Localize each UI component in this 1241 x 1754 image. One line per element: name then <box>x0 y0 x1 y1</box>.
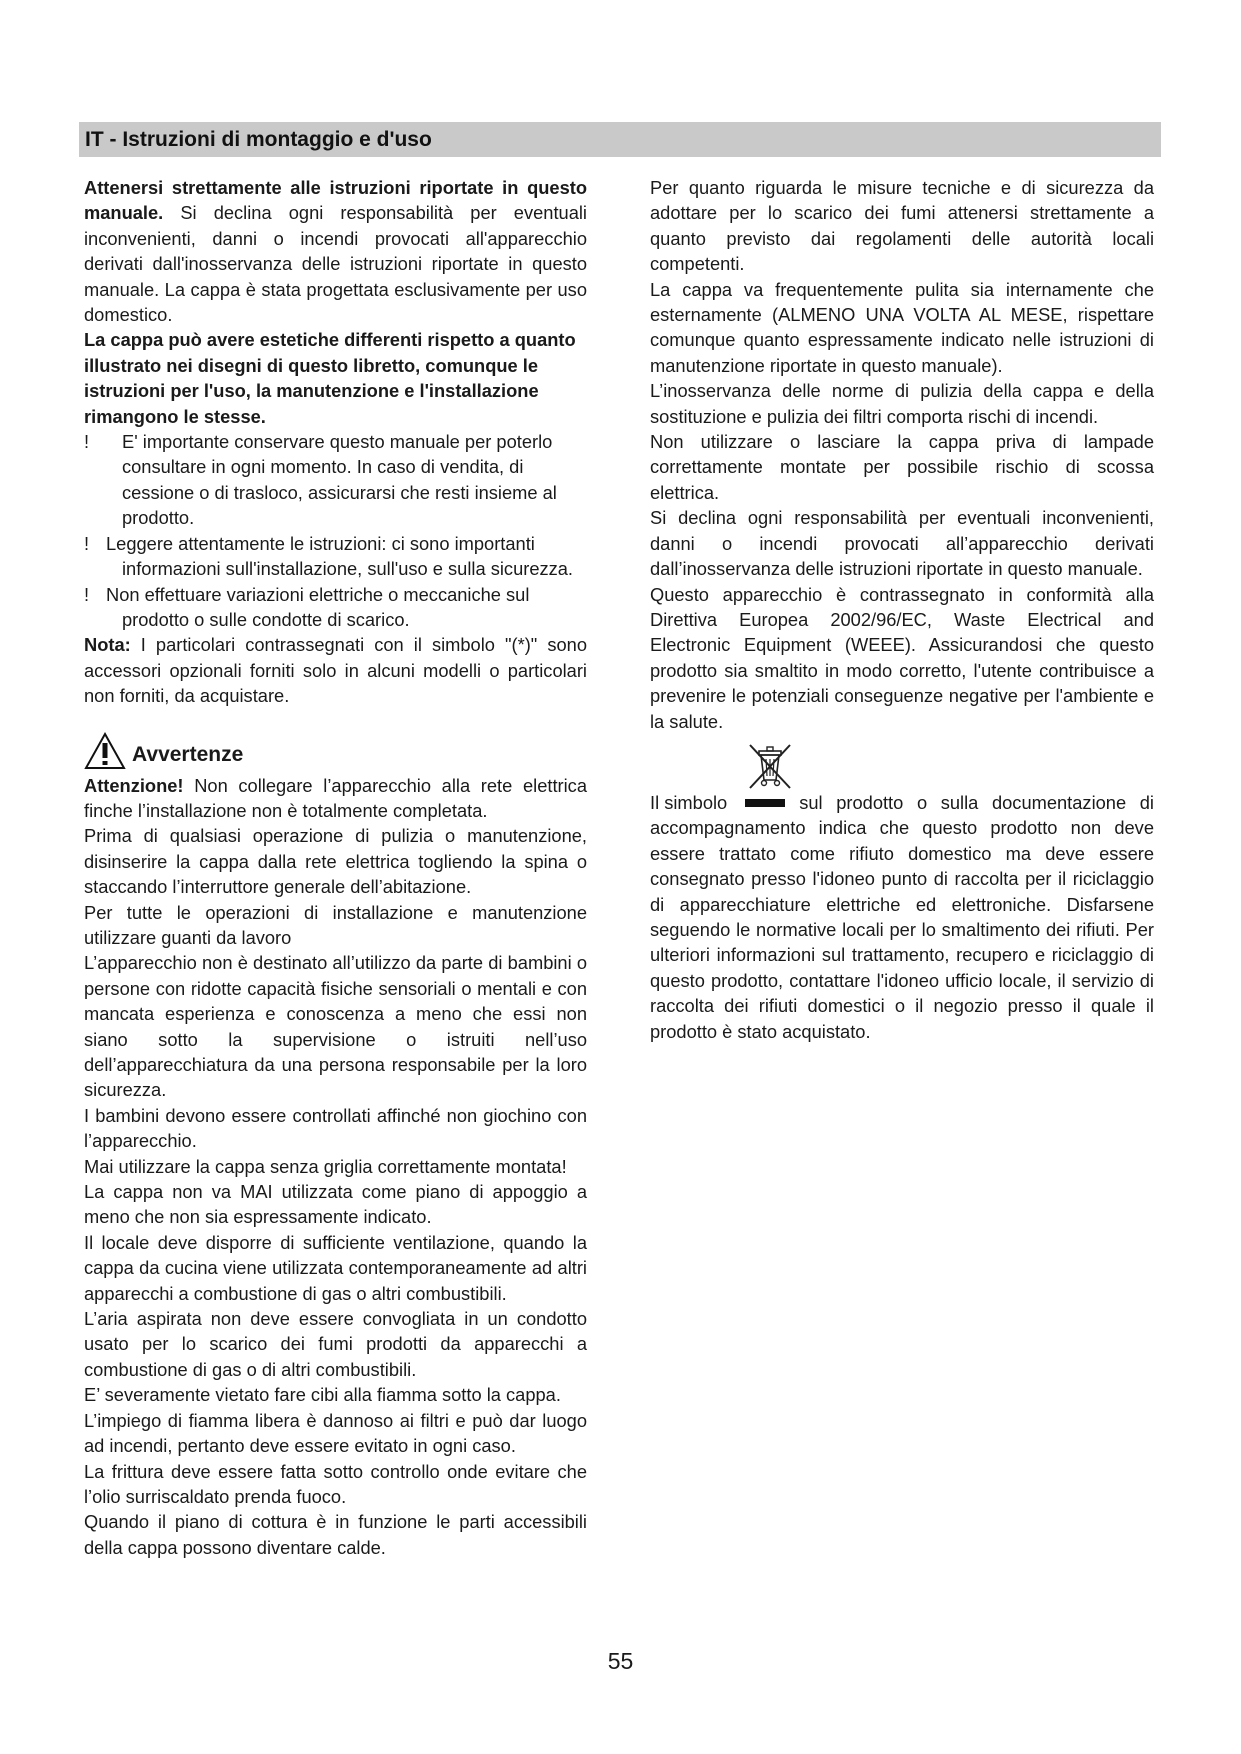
warning-paragraph: E’ severamente vietato fare cibi alla fiamma sotto la cappa. <box>84 1384 561 1406</box>
design-note: La cappa può avere estetiche differenti rispetto a quanto illustrato nei disegni di questo libretto, comunque le istruzioni per l'uso, la manutenzione e l'installazione rimangono le stesse. <box>84 329 576 427</box>
section-title: IT - Istruzioni di montaggio e d'uso <box>85 128 432 151</box>
intro-paragraph <box>84 175 587 327</box>
bullet-item <box>84 531 587 582</box>
attenzione-paragraph <box>84 773 587 824</box>
warning-paragraph: Per tutte le operazioni di installazione e manutenzione utilizzare guanti da lavoro <box>84 901 587 948</box>
warning-paragraph: I bambini devono essere controllati affinché non giochino con l’apparecchio. <box>84 1104 587 1152</box>
bullet-text: Leggere attentamente le istruzioni: ci sono importanti <box>106 532 535 554</box>
warnings-title: Avvertenze <box>132 742 244 766</box>
warning-paragraph: Il locale deve disporre di sufficiente ventilazione, quando la cappa da cucina viene utilizzata contemporaneamente ad altri apparecchi a combustione di gas o altri combustibili. <box>84 1231 587 1304</box>
info-paragraph: Questo apparecchio è contrassegnato in conformità alla Direttiva Europea 2002/96/EC, Waste Electrical and Electronic Equipment (WEEE). Assicurandosi che questo prodotto sia smaltito in modo corretto, l'utente contribuisce a prevenire le potenziali conseguenze negative per l'ambiente e la salute. <box>650 583 1154 732</box>
exclamation-mark: ! <box>84 583 90 605</box>
warning-paragraph: L’apparecchio non è destinato all’utilizzo da parte di bambini o persone con ridotte capacità fisiche sensoriali o mentali e con mancata esperienza e conoscenza a meno che essi non siano sotto la supervisione o istruiti nell’uso dell’apparecchiatura da una persona responsabile per la loro sicurezza. <box>84 952 587 1101</box>
symbol-rest: accompagnamento indica che questo prodotto non deve essere trattato come rifiuto domestico ma deve essere consegnato presso l'idoneo punto di raccolta per il riciclaggio di apparecchiature elettriche ed elettroniche. Disfarsene seguendo le normative locali per lo smaltimento dei rifiuti. Per ulteriori informazioni sul trattamento, recupero e riciclaggio di questo prodotto, contattare l'idoneo ufficio locale, il servizio di raccolta dei rifiuti domestici o il negozio presso il quale il prodotto è stato acquistato. <box>650 817 1154 1042</box>
bullet-item <box>84 582 587 633</box>
weee-symbol <box>650 742 1154 790</box>
crossed-bin-icon <box>742 742 798 790</box>
attenzione-text: Non collegare l’apparecchio alla rete elettrica finche l’installazione non è totalmente completata. <box>84 774 587 821</box>
warning-paragraph: L’impiego di fiamma libera è dannoso ai filtri e può dar luogo ad incendi, pertanto deve essere evitato in ogni caso. <box>84 1409 587 1457</box>
warning-paragraph: La cappa non va MAI utilizzata come piano di appoggio a meno che non sia espressamente indicato. <box>84 1181 587 1228</box>
bullet-text-cont: prodotto o sulle condotte di scarico. <box>122 608 410 630</box>
exclamation-mark: ! <box>84 532 90 554</box>
nota-paragraph <box>84 632 587 708</box>
symbol-first: sul prodotto o sulla documentazione di <box>799 791 1154 813</box>
warning-paragraph: Prima di qualsiasi operazione di pulizia o manutenzione, disinserire la cappa dalla rete elettrica togliendo la spina o staccando l’interruttore generale dell’abitazione. <box>84 825 587 898</box>
warning-paragraph: L’aria aspirata non deve essere convogliata in un condotto usato per lo scarico dei fumi prodotti da apparecchi a combustione di gas o di altri combustibili. <box>84 1308 587 1380</box>
bullet-text-cont: informazioni sull'installazione, sull'uso e sulla sicurezza. <box>122 558 574 580</box>
warning-paragraph: Mai utilizzare la cappa senza griglia correttamente montata! <box>84 1155 567 1177</box>
warning-paragraph: Quando il piano di cottura è in funzione le parti accessibili della cappa possono diventare calde. <box>84 1511 587 1558</box>
black-bar-icon <box>745 799 785 807</box>
right-column <box>650 175 1154 1044</box>
nota-label: Nota: <box>84 634 131 656</box>
info-paragraph: L’inosservanza delle norme di pulizia della cappa e della sostituzione e pulizia dei filtri comporta rischi di incendi. <box>650 380 1154 427</box>
exclamation-mark: ! <box>84 431 90 453</box>
bullet-text: Non effettuare variazioni elettriche o meccaniche sul <box>106 583 530 605</box>
info-paragraph: Non utilizzare o lasciare la cappa priva di lampade correttamente montate per possibile rischio di scossa elettrica. <box>650 431 1154 503</box>
warning-triangle-icon <box>84 731 126 771</box>
page-number: 55 <box>607 1648 634 1674</box>
left-column <box>84 175 587 1560</box>
info-paragraph: Si declina ogni responsabilità per eventuali inconvenienti, danni o incendi provocati all’apparecchio derivati dall’inosservanza delle istruzioni riportate in questo manuale. <box>650 507 1154 580</box>
bullet-text: E' importante conservare questo manuale per poterlo consultare in ogni momento. In caso di vendita, di cessione o di trasloco, assicurarsi che resti insieme al prodotto. <box>122 431 557 529</box>
section-header <box>79 122 1161 157</box>
symbol-lead: Il simbolo <box>650 791 728 813</box>
nota-text: I particolari contrassegnati con il simbolo "(*)" sono accessori opzionali forniti solo in alcuni modelli o particolari non forniti, da acquistare. <box>84 634 587 707</box>
bullet-item <box>84 429 587 531</box>
symbol-paragraph <box>650 790 1154 1044</box>
info-paragraph: La cappa va frequentemente pulita sia internamente che esternamente (ALMENO UNA VOLTA AL MESE, rispettare comunque quanto espressamente indicato nelle istruzioni di manutenzione riportate in questo manuale). <box>650 278 1154 376</box>
intro-bold: Attenersi strettamente alle istruzioni riportate in questo manuale. <box>84 177 587 224</box>
warning-paragraph: La frittura deve essere fatta sotto controllo onde evitare che l’olio surriscaldato prenda fuoco. <box>84 1460 587 1507</box>
warnings-heading <box>84 729 587 773</box>
intro-rest: Si declina ogni responsabilità per eventuali inconvenienti, danni o incendi provocati all'apparecchio derivati dall'inosservanza delle istruzioni riportate in questo manuale. La cappa è stata progettata esclusivamente per uso domestico. <box>84 202 587 326</box>
attenzione-label: Attenzione! <box>84 774 184 796</box>
info-paragraph: Per quanto riguarda le misure tecniche e di sicurezza da adottare per lo scarico dei fumi attenersi strettamente a quanto previsto dai regolamenti delle autorità locali competenti. <box>650 177 1154 275</box>
